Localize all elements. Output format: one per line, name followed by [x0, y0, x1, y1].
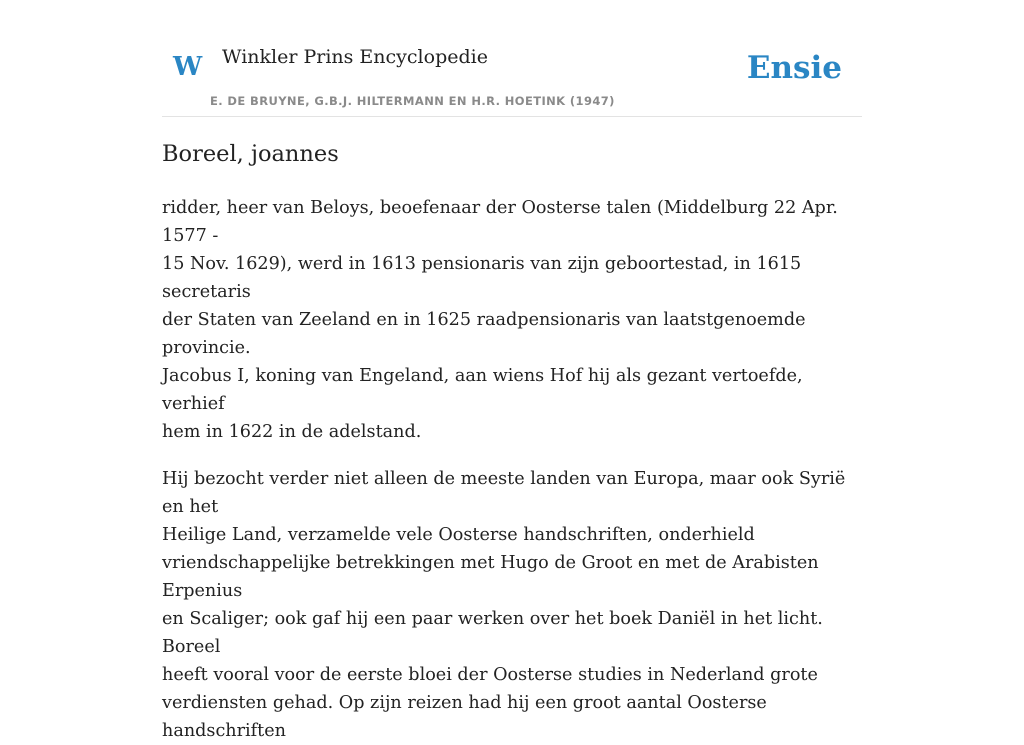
article-paragraph: Hij bezocht verder niet alleen de meeste landen van Europa, maar ook Syrië en het Heilige Land, verzamelde vele Oosterse handschriften, onderhield vriendschappelijke betrekkingen met Hugo de Groot en met de Arabisten Erpenius en Scaliger; ook gaf hij een paar werken over het boek Daniël in het licht. Boreel heeft vooral voor de eerste bloei der Oosterse studies in Nederland grote verdiensten gehad. Op zijn reizen had hij een groot aantal Oosterse handschriften	[162, 469, 846, 741]
article-title: Boreel, joannes	[162, 141, 339, 167]
source-authors: E. DE BRUYNE, G.B.J. HILTERMANN EN H.R. HOETINK (1947)	[210, 94, 615, 108]
brand-logo-link[interactable]: Ensie	[746, 50, 842, 86]
source-header	[162, 0, 862, 117]
article	[162, 138, 862, 745]
source-title[interactable]: Winkler Prins Encyclopedie	[222, 46, 488, 68]
article-paragraph: ridder, heer van Beloys, beoefenaar der Oosterse talen (Middelburg 22 Apr. 1577 - 15 Nov. 1629), werd in 1613 pensionaris van zijn geboortestad, in 1615 secretaris der Staten van Zeeland en in 1625 raadpensionaris van laatstgenoemde provincie. Jacobus I, koning van Engeland, aan wiens Hof hij als gezant vertoefde, verhief hem in 1622 in de adelstand.	[162, 198, 838, 442]
source-logo: W	[173, 52, 203, 82]
